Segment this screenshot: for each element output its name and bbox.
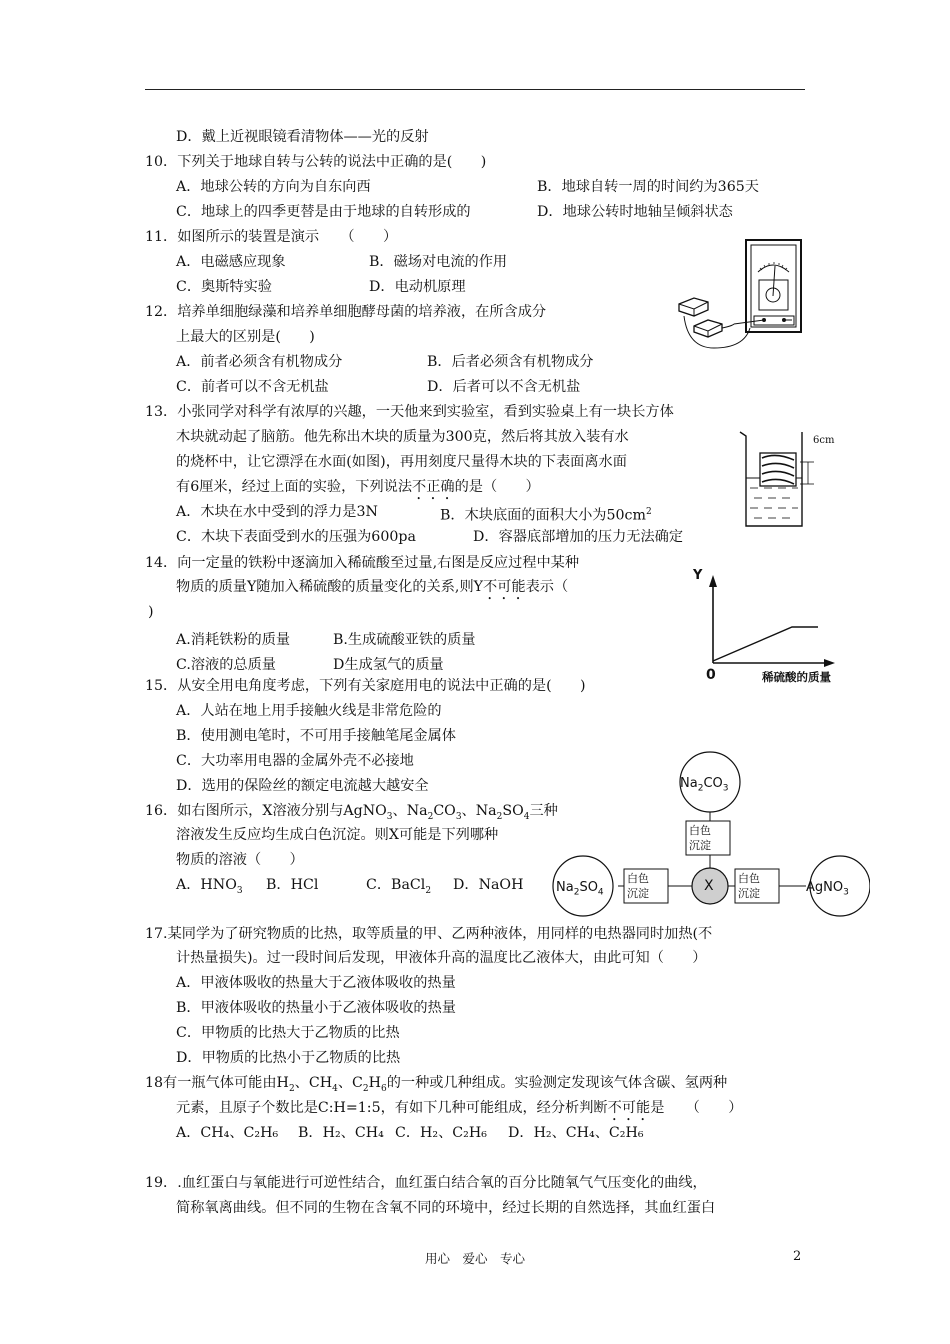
q10-stem: 10．下列关于地球自转与公转的说法中正确的是( ) bbox=[145, 154, 487, 170]
q17-stem-line1: 17.某同学为了研究物质的比热，取等质量的甲、乙两种液体，用同样的电热器同时加热(不 bbox=[145, 926, 713, 942]
beaker-6cm-label: 6cm bbox=[813, 435, 835, 446]
q18-option-c: C．H₂、C₂H₆ bbox=[395, 1125, 487, 1141]
q19-stem-line2: 简称氧离曲线。但不同的生物在含氧不同的环境中，经过长期的自然选择，其血红蛋白 bbox=[176, 1200, 716, 1216]
q17-option-d: D．甲物质的比热小于乙物质的比热 bbox=[176, 1050, 401, 1066]
q14-option-c: C.溶液的总质量 bbox=[176, 657, 276, 673]
q11-option-d: D．电动机原理 bbox=[369, 279, 466, 295]
q16-stem-line2: 溶液发生反应均生成白色沉淀。则X可能是下列哪种 bbox=[176, 827, 499, 843]
graph-x-label: 稀硫酸的质量 bbox=[762, 670, 831, 684]
q13-option-a: A．木块在水中受到的浮力是3N bbox=[176, 504, 378, 520]
q14-stem-line2: 物质的质量Y随加入稀硫酸的质量变化的关系,则Y不可能表示（ bbox=[176, 579, 569, 595]
q12-stem-line2: 上最大的区别是( ) bbox=[176, 329, 315, 345]
q10-option-d: D．地球公转时地轴呈倾斜状态 bbox=[537, 204, 733, 220]
q10-option-b: B．地球自转一周的时间约为365天 bbox=[537, 179, 759, 195]
graph-origin-label: 0 bbox=[706, 667, 716, 683]
q17-stem-line2: 计热量损失)。过一段时间后发现，甲液体升高的温度比乙液体大，由此可知（ ） bbox=[176, 950, 707, 966]
page-footer: 用心 爱心 专心 bbox=[424, 1251, 525, 1266]
q11-stem: 11．如图所示的装置是演示 （ ） bbox=[145, 229, 398, 245]
q9-option-d: D．戴上近视眼镜看清物体——光的反射 bbox=[176, 129, 429, 145]
precipitate-box-top: 白色 沉淀 bbox=[689, 824, 711, 852]
q15-option-b: B．使用测电笔时，不可用手接触笔尾金属体 bbox=[176, 728, 456, 744]
q13-stem-line4: 有6厘米，经过上面的实验，下列说法不正确的是（ ） bbox=[176, 479, 540, 495]
q16-option-a: A．$HNO_3$ bbox=[176, 877, 243, 896]
q15-option-a: A．人站在地上用手接触火线是非常危险的 bbox=[176, 703, 442, 719]
node-agno3: AgNO$_3$ bbox=[806, 880, 849, 898]
node-na2so4: $Na_2SO_4$ bbox=[556, 880, 604, 898]
q12-stem-line1: 12．培养单细胞绿藻和培养单细胞酵母菌的培养液，在所含成分 bbox=[145, 304, 547, 320]
q14-stem-line3: ) bbox=[148, 604, 154, 620]
precipitate-box-right: 白色 沉淀 bbox=[738, 872, 760, 900]
q16-stem-line1: 16．如右图所示，X溶液分别与AgNO$_3$、$Na_2CO_3$、$Na_2SO_4$三种 bbox=[145, 803, 558, 822]
header-rule bbox=[145, 89, 805, 90]
q17-option-b: B．甲液体吸收的热量小于乙液体吸收的热量 bbox=[176, 1000, 456, 1016]
q14-stem-line1: 14．向一定量的铁粉中逐滴加入稀硫酸至过量,右图是反应过程中某种 bbox=[145, 555, 580, 571]
q18-option-b: B．H₂、CH₄ bbox=[298, 1125, 384, 1141]
node-x: X bbox=[704, 878, 714, 894]
q17-option-a: A．甲液体吸收的热量大于乙液体吸收的热量 bbox=[176, 975, 456, 991]
q18-stem-line2: 元素，且原子个数比是C:H=1:5，有如下几种可能组成，经分析判断不可能是 （ ） bbox=[176, 1100, 743, 1116]
q18-stem-line1: 18有一瓶气体可能由$H_2$、$CH_4$、$C_2H_6$的一种或几种组成。实验测定发现该气体含碳、氢两种 bbox=[145, 1075, 728, 1094]
q16-stem-line3: 物质的溶液（ ） bbox=[176, 852, 304, 868]
q13-stem-line1: 13．小张同学对科学有浓厚的兴趣，一天他来到实验室，看到实验桌上有一块长方体 bbox=[145, 404, 674, 420]
q16-option-c: C．BaCl$_2$ bbox=[366, 877, 432, 896]
q19-stem-line1: 19．.血红蛋白与氧能进行可逆性结合，血红蛋白结合氧的百分比随氧气气压变化的曲线， bbox=[145, 1175, 707, 1191]
q18-option-d: D．H₂、CH₄、C₂H₆ bbox=[508, 1125, 644, 1141]
beaker-wood-block-figure bbox=[738, 428, 818, 530]
q14-option-a: A.消耗铁粉的质量 bbox=[176, 632, 291, 648]
q11-option-b: B．磁场对电流的作用 bbox=[369, 254, 508, 270]
q13-option-b: B．木块底面的面积大小为$50cm^2$ bbox=[440, 507, 652, 524]
emphasis-not-correct: 不正确 bbox=[412, 479, 455, 495]
graph-y-label: Y bbox=[693, 568, 703, 583]
q12-option-c: C．前者可以不含无机盐 bbox=[176, 379, 329, 395]
node-na2co3: $Na_2CO_3$ bbox=[680, 776, 729, 794]
q14-option-d: D生成氢气的质量 bbox=[333, 657, 444, 673]
q15-stem: 15．从安全用电角度考虑，下列有关家庭用电的说法中正确的是( ) bbox=[145, 678, 586, 694]
q11-option-c: C．奥斯特实验 bbox=[176, 279, 272, 295]
q13-stem-line3: 的烧杯中，让它漂浮在水面(如图)，再用刻度尺量得木块的下表面离水面 bbox=[176, 454, 627, 470]
q14-option-b: B.生成硫酸亚铁的质量 bbox=[333, 632, 476, 648]
q17-option-c: C．甲物质的比热大于乙物质的比热 bbox=[176, 1025, 400, 1041]
q15-option-c: C．大功率用电器的金属外壳不必接地 bbox=[176, 753, 414, 769]
emphasis-cannot-2: 不可能 bbox=[607, 1100, 651, 1116]
q18-option-a: A．CH₄、C₂H₆ bbox=[176, 1125, 279, 1141]
q10-option-c: C．地球上的四季更替是由于地球的自转形成的 bbox=[176, 204, 471, 220]
q16-option-d: D．NaOH bbox=[453, 877, 524, 893]
q16-option-b: B．HCl bbox=[266, 877, 319, 893]
q12-option-d: D．后者可以不含无机盐 bbox=[427, 379, 581, 395]
q15-option-d: D．选用的保险丝的额定电流越大越安全 bbox=[176, 778, 429, 794]
q11-option-a: A．电磁感应现象 bbox=[176, 254, 286, 270]
q13-option-d: D．容器底部增加的压力无法确定 bbox=[473, 529, 684, 545]
precipitate-box-left: 白色 沉淀 bbox=[627, 872, 649, 900]
galvanometer-apparatus-figure bbox=[674, 236, 809, 366]
q12-option-a: A．前者必须含有机物成分 bbox=[176, 354, 343, 370]
q12-option-b: B．后者必须含有机物成分 bbox=[427, 354, 594, 370]
q13-option-c: C．木块下表面受到水的压强为600pa bbox=[176, 529, 416, 545]
emphasis-cannot: 不可能 bbox=[483, 579, 526, 595]
q13-stem-line2: 木块就动起了脑筋。他先称出木块的质量为300克，然后将其放入装有水 bbox=[176, 429, 629, 445]
page-number: 2 bbox=[793, 1249, 802, 1264]
q10-option-a: A．地球公转的方向为自东向西 bbox=[176, 179, 371, 195]
